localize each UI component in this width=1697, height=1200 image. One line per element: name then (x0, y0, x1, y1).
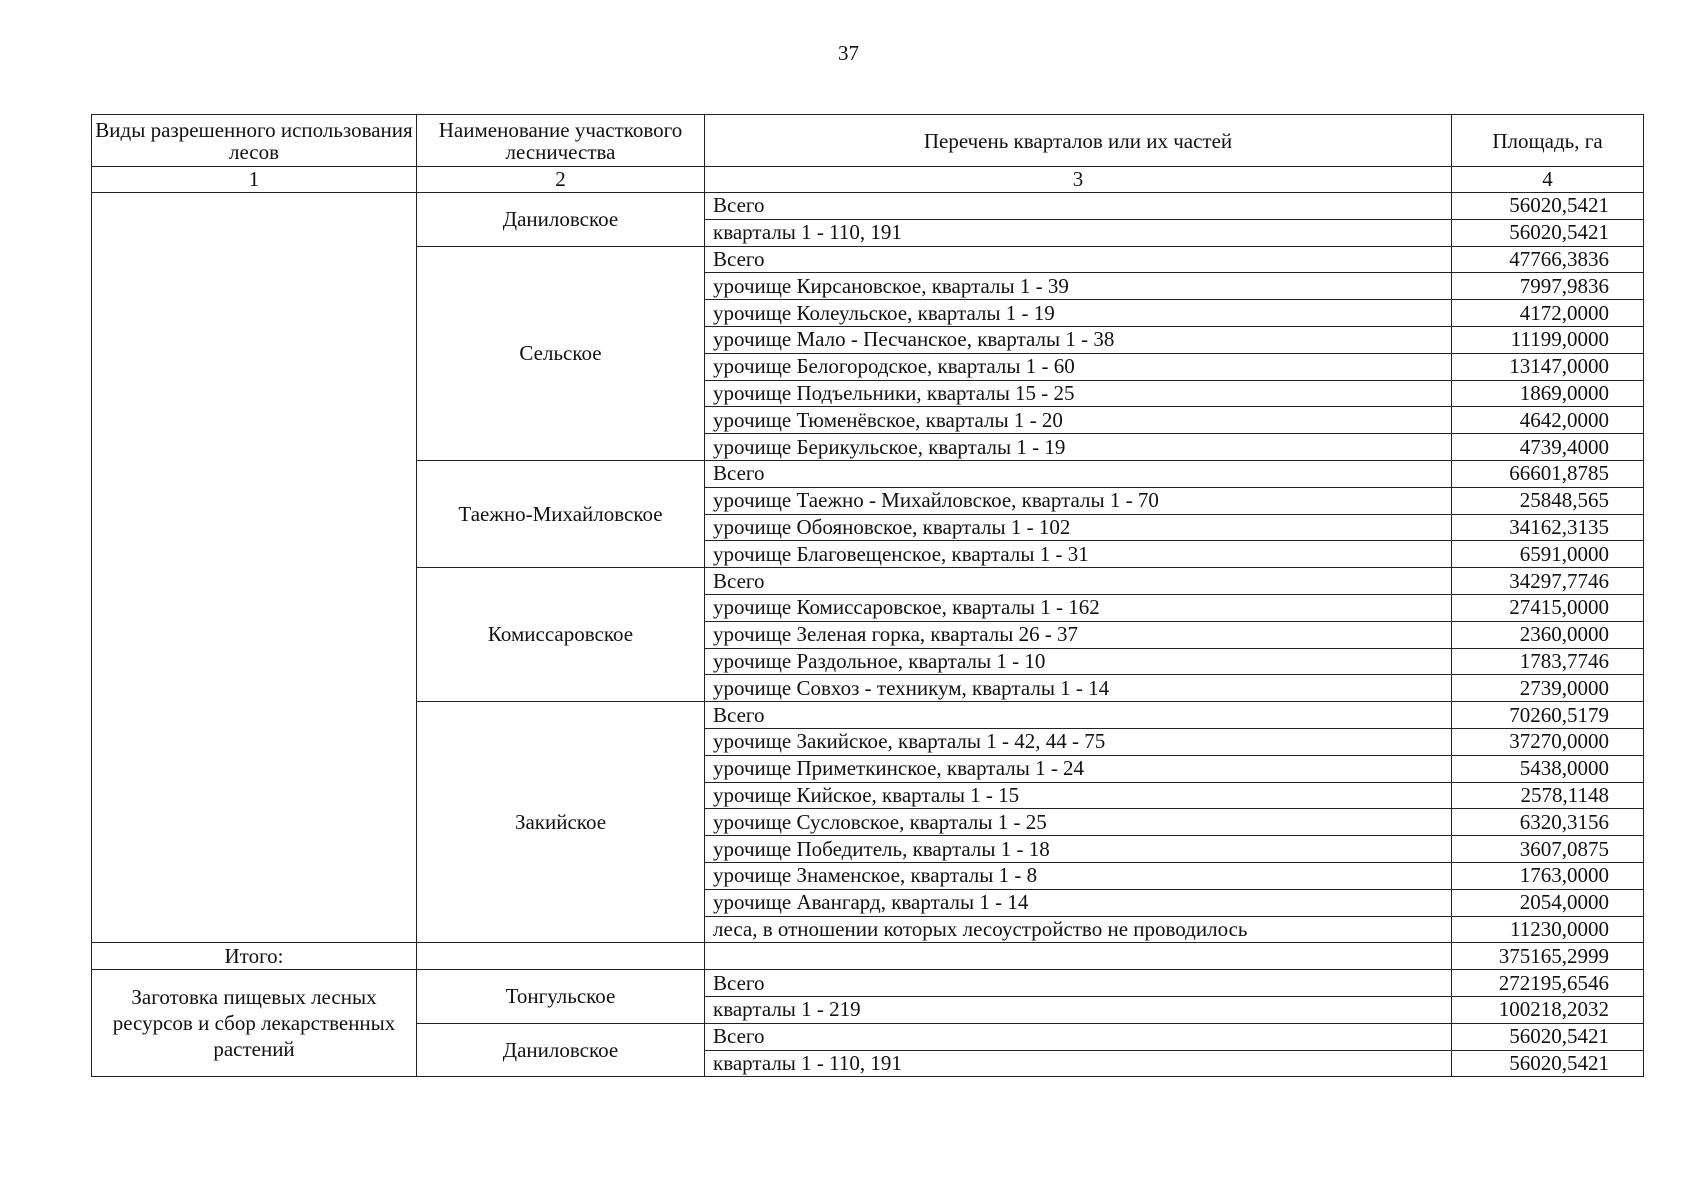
column-number: 4 (1452, 167, 1644, 193)
quarters-list-cell: урочище Зеленая горка, кварталы 26 - 37 (705, 621, 1452, 648)
area-cell: 11199,0000 (1452, 326, 1644, 353)
area-cell: 2360,0000 (1452, 621, 1644, 648)
table-body (92, 193, 1644, 1077)
forestry-name: Закийское (417, 702, 705, 943)
column-number: 2 (417, 167, 705, 193)
quarters-list-cell: Всего (705, 970, 1452, 997)
quarters-list-cell: урочище Сусловское, кварталы 1 - 25 (705, 809, 1452, 836)
quarters-list-cell: урочище Колеульское, кварталы 1 - 19 (705, 300, 1452, 327)
area-cell: 1869,0000 (1452, 380, 1644, 407)
area-cell: 34162,3135 (1452, 514, 1644, 541)
forestry-name: Комиссаровское (417, 568, 705, 702)
quarters-list-cell: урочище Белогородское, кварталы 1 - 60 (705, 353, 1452, 380)
area-cell: 1783,7746 (1452, 648, 1644, 675)
quarters-list-cell: Всего (705, 460, 1452, 487)
quarters-list-cell: урочище Победитель, кварталы 1 - 18 (705, 836, 1452, 863)
header-quarters-list: Перечень кварталов или их частей (705, 115, 1452, 167)
area-cell: 70260,5179 (1452, 702, 1644, 729)
quarters-list-cell: Всего (705, 193, 1452, 220)
area-cell: 2739,0000 (1452, 675, 1644, 702)
forestry-name: Таежно-Михайловское (417, 460, 705, 567)
area-cell: 272195,6546 (1452, 970, 1644, 997)
area-cell: 13147,0000 (1452, 353, 1644, 380)
header-forestry-name: Наименование участкового лесничества (417, 115, 705, 167)
forestry-name: Тонгульское (417, 970, 705, 1024)
header-area: Площадь, га (1452, 115, 1644, 167)
quarters-list-cell: урочище Совхоз - техникум, кварталы 1 - 14 (705, 675, 1452, 702)
quarters-list-cell: урочище Берикульское, кварталы 1 - 19 (705, 434, 1452, 461)
quarters-list-cell: кварталы 1 - 110, 191 (705, 1050, 1452, 1077)
area-cell: 56020,5421 (1452, 193, 1644, 220)
empty-cell (705, 943, 1452, 970)
area-cell: 5438,0000 (1452, 755, 1644, 782)
area-cell: 7997,9836 (1452, 273, 1644, 300)
quarters-list-cell: урочище Раздольное, кварталы 1 - 10 (705, 648, 1452, 675)
quarters-list-cell: кварталы 1 - 110, 191 (705, 219, 1452, 246)
area-cell: 4739,4000 (1452, 434, 1644, 461)
area-cell: 56020,5421 (1452, 219, 1644, 246)
quarters-list-cell: урочище Подъельники, кварталы 15 - 25 (705, 380, 1452, 407)
quarters-list-cell: урочище Мало - Песчанское, кварталы 1 - 38 (705, 326, 1452, 353)
area-cell: 66601,8785 (1452, 460, 1644, 487)
column-number-row (92, 167, 1644, 193)
total-label: Итого: (92, 943, 417, 970)
area-cell: 56020,5421 (1452, 1050, 1644, 1077)
quarters-list-cell: урочище Знаменское, кварталы 1 - 8 (705, 862, 1452, 889)
table-row (92, 193, 1644, 220)
quarters-list-cell: урочище Приметкинское, кварталы 1 - 24 (705, 755, 1452, 782)
area-cell: 11230,0000 (1452, 916, 1644, 943)
quarters-list-cell: кварталы 1 - 219 (705, 996, 1452, 1023)
column-number: 3 (705, 167, 1452, 193)
use-type-cell: Заготовка пищевых лесных ресурсов и сбор лекарственных растений (92, 970, 417, 1077)
total-row (92, 943, 1644, 970)
area-cell: 3607,0875 (1452, 836, 1644, 863)
quarters-list-cell: урочище Тюменёвское, кварталы 1 - 20 (705, 407, 1452, 434)
quarters-list-cell: урочище Авангард, кварталы 1 - 14 (705, 889, 1452, 916)
area-cell: 34297,7746 (1452, 568, 1644, 595)
area-cell: 27415,0000 (1452, 594, 1644, 621)
area-cell: 1763,0000 (1452, 862, 1644, 889)
area-cell: 25848,565 (1452, 487, 1644, 514)
forestry-name: Даниловское (417, 1023, 705, 1077)
header-use-type: Виды разрешенного использования лесов (92, 115, 417, 167)
area-cell: 2578,1148 (1452, 782, 1644, 809)
quarters-list-cell: урочище Кийское, кварталы 1 - 15 (705, 782, 1452, 809)
area-cell: 6591,0000 (1452, 541, 1644, 568)
area-cell: 37270,0000 (1452, 728, 1644, 755)
quarters-list-cell: урочище Благовещенское, кварталы 1 - 31 (705, 541, 1452, 568)
area-cell: 6320,3156 (1452, 809, 1644, 836)
empty-cell (417, 943, 705, 970)
quarters-list-cell: урочище Закийское, кварталы 1 - 42, 44 - 75 (705, 728, 1452, 755)
area-cell: 4172,0000 (1452, 300, 1644, 327)
use-type-cell-empty (92, 193, 417, 943)
quarters-list-cell: урочище Кирсановское, кварталы 1 - 39 (705, 273, 1452, 300)
forest-use-table (91, 114, 1644, 1077)
forestry-name: Даниловское (417, 193, 705, 247)
quarters-list-cell: Всего (705, 246, 1452, 273)
header-row (92, 115, 1644, 167)
quarters-list-cell: Всего (705, 1023, 1452, 1050)
total-area: 375165,2999 (1452, 943, 1644, 970)
quarters-list-cell: урочище Обояновское, кварталы 1 - 102 (705, 514, 1452, 541)
area-cell: 100218,2032 (1452, 996, 1644, 1023)
page-number: 37 (838, 41, 859, 65)
area-cell: 4642,0000 (1452, 407, 1644, 434)
quarters-list-cell: Всего (705, 702, 1452, 729)
quarters-list-cell: урочище Таежно - Михайловское, кварталы 1 - 70 (705, 487, 1452, 514)
area-cell: 47766,3836 (1452, 246, 1644, 273)
forestry-name: Сельское (417, 246, 705, 460)
table-row (92, 970, 1644, 997)
column-number: 1 (92, 167, 417, 193)
quarters-list-cell: урочище Комиссаровское, кварталы 1 - 162 (705, 594, 1452, 621)
quarters-list-cell: Всего (705, 568, 1452, 595)
area-cell: 56020,5421 (1452, 1023, 1644, 1050)
quarters-list-cell: леса, в отношении которых лесоустройство не проводилось (705, 916, 1452, 943)
area-cell: 2054,0000 (1452, 889, 1644, 916)
